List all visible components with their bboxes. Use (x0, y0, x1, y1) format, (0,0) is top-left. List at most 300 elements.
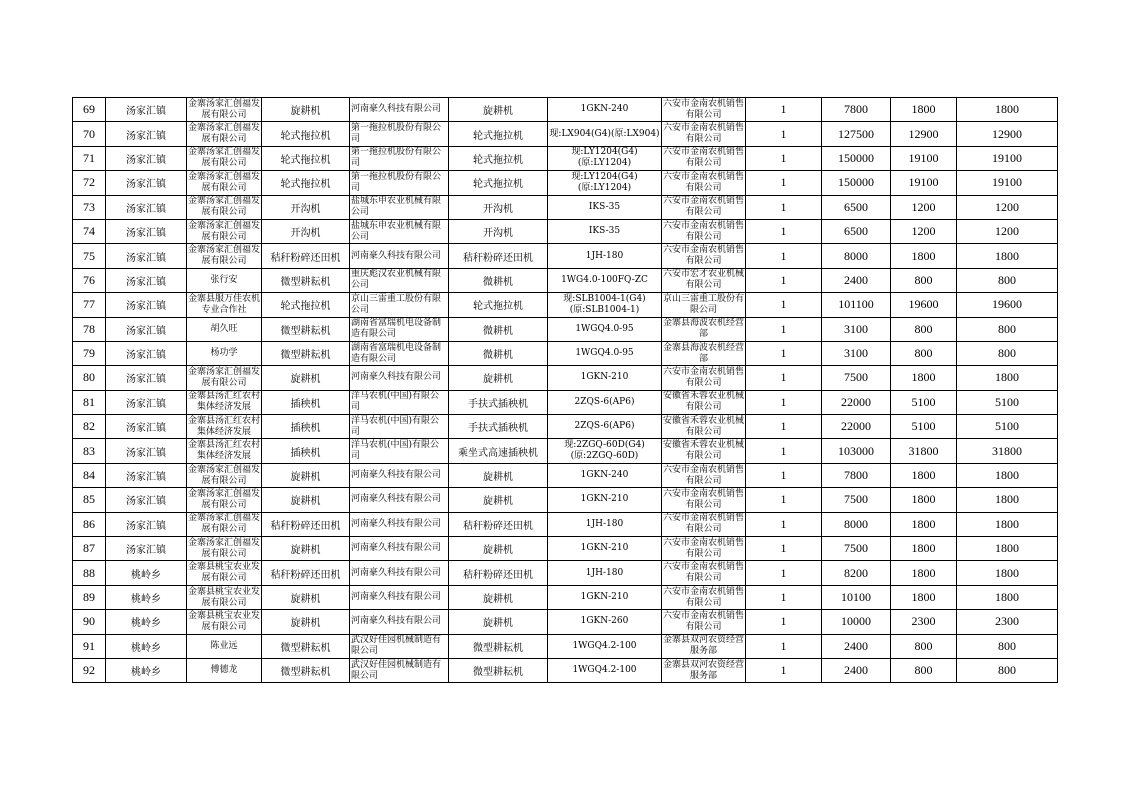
machine-name-cell: 旋耕机 (449, 463, 548, 487)
town-cell: 汤家汇镇 (106, 146, 187, 170)
total-subsidy-cell: 1800 (957, 98, 1058, 122)
quantity-cell: 1 (746, 317, 822, 341)
model-cell (548, 366, 662, 390)
category-cell: 微型耕耘机 (262, 658, 350, 682)
price-cell: 7500 (822, 537, 891, 561)
dealer-cell: 六安市金南农机销售有限公司 (662, 195, 746, 219)
model-cell (548, 98, 662, 122)
total-subsidy-cell: 19100 (957, 171, 1058, 195)
quantity-cell: 1 (746, 585, 822, 609)
row-number: 84 (73, 463, 106, 487)
total-subsidy-cell: 19100 (957, 146, 1058, 170)
quantity-cell: 1 (746, 171, 822, 195)
row-number: 72 (73, 171, 106, 195)
dealer-cell: 六安市金南农机销售有限公司 (662, 488, 746, 512)
model-line: 1GKN-210 (580, 543, 629, 554)
town-cell: 汤家汇镇 (106, 171, 187, 195)
table-row (73, 244, 1058, 268)
town-cell: 汤家汇镇 (106, 390, 187, 414)
quantity-cell: 1 (746, 195, 822, 219)
price-cell: 2400 (822, 634, 891, 658)
quantity-cell: 1 (746, 561, 822, 585)
total-subsidy-cell: 1200 (957, 219, 1058, 243)
quantity-cell: 1 (746, 658, 822, 682)
model-line: (原:LY1204) (577, 158, 632, 169)
category-cell: 轮式拖拉机 (262, 146, 350, 170)
machine-name-cell: 开沟机 (449, 219, 548, 243)
model-cell (548, 341, 662, 365)
quantity-cell: 1 (746, 293, 822, 317)
machine-name-cell: 轮式拖拉机 (449, 122, 548, 146)
machine-name-cell: 旋耕机 (449, 366, 548, 390)
row-number: 71 (73, 146, 106, 170)
machine-name-cell: 手扶式插秧机 (449, 415, 548, 439)
model-cell (548, 317, 662, 341)
category-cell: 微型耕耘机 (262, 317, 350, 341)
price-cell: 2400 (822, 268, 891, 292)
row-number: 79 (73, 341, 106, 365)
machine-name-cell: 微耕机 (449, 268, 548, 292)
model-cell (548, 293, 662, 317)
price-cell: 7800 (822, 98, 891, 122)
quantity-cell: 1 (746, 610, 822, 634)
dealer-cell: 六安市金南农机销售有限公司 (662, 585, 746, 609)
dealer-cell: 六安市金南农机销售有限公司 (662, 366, 746, 390)
table-row (73, 122, 1058, 146)
total-subsidy-cell: 800 (957, 658, 1058, 682)
buyer-cell: 金寨汤家汇创福发展有限公司 (187, 244, 262, 268)
table-row (73, 488, 1058, 512)
total-subsidy-cell: 1800 (957, 244, 1058, 268)
town-cell: 汤家汇镇 (106, 244, 187, 268)
buyer-cell: 金寨汤家汇创福发展有限公司 (187, 146, 262, 170)
table-row (73, 463, 1058, 487)
subsidy-table (72, 97, 1058, 683)
manufacturer-cell: 武汉好佳园机械制造有限公司 (350, 658, 449, 682)
category-cell: 旋耕机 (262, 537, 350, 561)
table-row (73, 293, 1058, 317)
dealer-cell: 金寨县海波农机经营部 (662, 341, 746, 365)
model-line: IKS-35 (588, 226, 621, 237)
model-line: 1WGQ4.0-95 (575, 323, 634, 334)
dealer-cell: 六安市金南农机销售有限公司 (662, 219, 746, 243)
category-cell: 旋耕机 (262, 610, 350, 634)
buyer-cell: 陈业远 (187, 634, 262, 658)
price-cell: 3100 (822, 341, 891, 365)
price-cell: 103000 (822, 439, 891, 463)
town-cell: 汤家汇镇 (106, 341, 187, 365)
model-line: 1JH-180 (585, 250, 624, 261)
row-number: 87 (73, 537, 106, 561)
model-line: 1GKN-260 (580, 616, 629, 627)
buyer-cell: 金寨县服万佳农机专业合作社 (187, 293, 262, 317)
price-cell: 101100 (822, 293, 891, 317)
town-cell: 汤家汇镇 (106, 537, 187, 561)
town-cell: 汤家汇镇 (106, 439, 187, 463)
model-line: 现:LY1204(G4) (571, 147, 638, 158)
total-subsidy-cell: 12900 (957, 122, 1058, 146)
machine-name-cell: 微耕机 (449, 317, 548, 341)
row-number: 91 (73, 634, 106, 658)
row-number: 70 (73, 122, 106, 146)
row-number: 69 (73, 98, 106, 122)
dealer-cell: 六安市金南农机销售有限公司 (662, 512, 746, 536)
model-cell (548, 658, 662, 682)
model-cell (548, 439, 662, 463)
model-line: 现:2ZGQ-60D(G4) (564, 440, 645, 451)
price-cell: 8000 (822, 244, 891, 268)
manufacturer-cell: 武汉好佳园机械制造有限公司 (350, 634, 449, 658)
subsidy-cell: 800 (891, 658, 957, 682)
model-line: 现:LY1204(G4) (571, 171, 638, 182)
subsidy-cell: 19100 (891, 146, 957, 170)
town-cell: 汤家汇镇 (106, 122, 187, 146)
machine-name-cell: 秸秆粉碎还田机 (449, 561, 548, 585)
quantity-cell: 1 (746, 439, 822, 463)
quantity-cell: 1 (746, 463, 822, 487)
town-cell: 桃岭乡 (106, 610, 187, 634)
row-number: 85 (73, 488, 106, 512)
machine-name-cell: 秸秆粉碎还田机 (449, 244, 548, 268)
dealer-cell: 六安市金南农机销售有限公司 (662, 122, 746, 146)
quantity-cell: 1 (746, 268, 822, 292)
category-cell: 轮式拖拉机 (262, 171, 350, 195)
manufacturer-cell: 河南豪久科技有限公司 (350, 585, 449, 609)
model-line: 1GKN-210 (580, 372, 629, 383)
price-cell: 2400 (822, 658, 891, 682)
model-line: (原:LY1204) (577, 182, 632, 193)
model-cell (548, 244, 662, 268)
model-line: 1GKN-240 (580, 470, 629, 481)
model-line: 1JH-180 (585, 518, 624, 529)
model-line: 1GKN-210 (580, 592, 629, 602)
town-cell: 汤家汇镇 (106, 195, 187, 219)
table-row (73, 195, 1058, 219)
subsidy-cell: 5100 (891, 390, 957, 414)
dealer-cell: 六安市金南农机销售有限公司 (662, 610, 746, 634)
machine-name-cell: 轮式拖拉机 (449, 293, 548, 317)
model-line: 1WG4.0-100FQ-ZC (561, 274, 648, 285)
dealer-cell: 六安市金南农机销售有限公司 (662, 463, 746, 487)
manufacturer-cell: 河南豪久科技有限公司 (350, 488, 449, 512)
manufacturer-cell: 盐城东申农业机械有限公司 (350, 219, 449, 243)
row-number: 89 (73, 585, 106, 609)
category-cell: 微型耕耘机 (262, 341, 350, 365)
total-subsidy-cell: 800 (957, 634, 1058, 658)
town-cell: 汤家汇镇 (106, 415, 187, 439)
town-cell: 桃岭乡 (106, 634, 187, 658)
row-number: 88 (73, 561, 106, 585)
buyer-cell: 金寨县桃宝农业发展有限公司 (187, 561, 262, 585)
category-cell: 旋耕机 (262, 98, 350, 122)
buyer-cell: 金寨汤家汇创福发展有限公司 (187, 219, 262, 243)
buyer-cell: 金寨汤家汇创福发展有限公司 (187, 488, 262, 512)
dealer-cell: 京山三雷重工股份有限公司 (662, 293, 746, 317)
dealer-cell: 六安市金南农机销售有限公司 (662, 244, 746, 268)
manufacturer-cell: 河南豪久科技有限公司 (350, 98, 449, 122)
price-cell: 22000 (822, 390, 891, 414)
dealer-cell: 六安市金南农机销售有限公司 (662, 98, 746, 122)
subsidy-cell: 1800 (891, 561, 957, 585)
table-row (73, 366, 1058, 390)
buyer-cell: 金寨汤家汇创福发展有限公司 (187, 195, 262, 219)
category-cell: 旋耕机 (262, 366, 350, 390)
manufacturer-cell: 河南豪久科技有限公司 (350, 512, 449, 536)
row-number: 78 (73, 317, 106, 341)
total-subsidy-cell: 1800 (957, 488, 1058, 512)
buyer-cell: 胡久旺 (187, 317, 262, 341)
model-cell (548, 561, 662, 585)
total-subsidy-cell: 800 (957, 341, 1058, 365)
quantity-cell: 1 (746, 512, 822, 536)
buyer-cell: 金寨汤家汇创福发展有限公司 (187, 537, 262, 561)
dealer-cell: 六安市金南农机销售有限公司 (662, 146, 746, 170)
subsidy-cell: 5100 (891, 415, 957, 439)
model-line: (原:2ZGQ-60D) (570, 451, 639, 462)
subsidy-cell: 19100 (891, 171, 957, 195)
town-cell: 汤家汇镇 (106, 219, 187, 243)
model-cell (548, 415, 662, 439)
buyer-cell: 金寨县汤汇红农村集体经济发展 (187, 390, 262, 414)
town-cell: 汤家汇镇 (106, 317, 187, 341)
row-number: 74 (73, 219, 106, 243)
subsidy-cell: 800 (891, 268, 957, 292)
table-row (73, 219, 1058, 243)
row-number: 86 (73, 512, 106, 536)
model-cell (548, 146, 662, 170)
model-cell (548, 390, 662, 414)
category-cell: 插秧机 (262, 439, 350, 463)
price-cell: 7500 (822, 366, 891, 390)
manufacturer-cell: 第一拖拉机股份有限公司 (350, 171, 449, 195)
manufacturer-cell: 河南豪久科技有限公司 (350, 561, 449, 585)
dealer-cell: 安徽省禾蓉农业机械有限公司 (662, 390, 746, 414)
model-cell (548, 610, 662, 634)
total-subsidy-cell: 19600 (957, 293, 1058, 317)
quantity-cell: 1 (746, 537, 822, 561)
row-number: 83 (73, 439, 106, 463)
subsidy-cell: 1200 (891, 219, 957, 243)
model-cell (548, 488, 662, 512)
table-row (73, 561, 1058, 585)
dealer-cell: 金寨县双河农资经营服务部 (662, 658, 746, 682)
table-row (73, 146, 1058, 170)
category-cell: 开沟机 (262, 195, 350, 219)
price-cell: 10000 (822, 610, 891, 634)
manufacturer-cell: 湖南省富瑞机电设备制造有限公司 (350, 341, 449, 365)
manufacturer-cell: 第一拖拉机股份有限公司 (350, 122, 449, 146)
price-cell: 127500 (822, 122, 891, 146)
row-number: 77 (73, 293, 106, 317)
subsidy-cell: 1200 (891, 195, 957, 219)
machine-name-cell: 旋耕机 (449, 537, 548, 561)
subsidy-cell: 12900 (891, 122, 957, 146)
town-cell: 桃岭乡 (106, 658, 187, 682)
table-row (73, 415, 1058, 439)
machine-name-cell: 微型耕耘机 (449, 658, 548, 682)
model-line: 2ZQS-6(AP6) (574, 396, 635, 407)
model-cell (548, 171, 662, 195)
subsidy-cell: 1800 (891, 244, 957, 268)
model-cell (548, 537, 662, 561)
quantity-cell: 1 (746, 366, 822, 390)
town-cell: 汤家汇镇 (106, 488, 187, 512)
town-cell: 桃岭乡 (106, 585, 187, 609)
category-cell: 开沟机 (262, 219, 350, 243)
total-subsidy-cell: 5100 (957, 390, 1058, 414)
quantity-cell: 1 (746, 341, 822, 365)
quantity-cell: 1 (746, 146, 822, 170)
machine-name-cell: 手扶式插秧机 (449, 390, 548, 414)
subsidy-cell: 1800 (891, 366, 957, 390)
category-cell: 秸秆粉碎还田机 (262, 561, 350, 585)
buyer-cell: 傅德龙 (187, 658, 262, 682)
dealer-cell: 安徽省禾蓉农业机械有限公司 (662, 415, 746, 439)
price-cell: 150000 (822, 146, 891, 170)
total-subsidy-cell: 2300 (957, 610, 1058, 634)
town-cell: 桃岭乡 (106, 561, 187, 585)
subsidy-cell: 31800 (891, 439, 957, 463)
category-cell: 旋耕机 (262, 488, 350, 512)
total-subsidy-cell: 5100 (957, 415, 1058, 439)
table-row (73, 512, 1058, 536)
model-cell (548, 195, 662, 219)
dealer-cell: 金寨县海波农机经营部 (662, 317, 746, 341)
subsidy-cell: 19600 (891, 293, 957, 317)
price-cell: 3100 (822, 317, 891, 341)
subsidy-cell: 1800 (891, 512, 957, 536)
table-row (73, 585, 1058, 609)
manufacturer-cell: 洋马农机(中国)有限公司 (350, 390, 449, 414)
model-line: 1GKN-210 (580, 494, 629, 505)
subsidy-cell: 1800 (891, 98, 957, 122)
price-cell: 8000 (822, 512, 891, 536)
machine-name-cell: 微型耕耘机 (449, 634, 548, 658)
total-subsidy-cell: 1800 (957, 537, 1058, 561)
model-cell (548, 463, 662, 487)
machine-name-cell: 开沟机 (449, 195, 548, 219)
subsidy-cell: 1800 (891, 488, 957, 512)
model-cell (548, 122, 662, 146)
category-cell: 秸秆粉碎还田机 (262, 512, 350, 536)
table-row (73, 658, 1058, 682)
machine-name-cell: 旋耕机 (449, 610, 548, 634)
dealer-cell: 六安市宏才农业机械有限公司 (662, 268, 746, 292)
machine-name-cell: 微耕机 (449, 341, 548, 365)
dealer-cell: 六安市金南农机销售有限公司 (662, 171, 746, 195)
model-line: 现:SLB1004-1(G4) (563, 293, 646, 304)
row-number: 76 (73, 268, 106, 292)
model-cell (548, 268, 662, 292)
category-cell: 旋耕机 (262, 463, 350, 487)
price-cell: 150000 (822, 171, 891, 195)
manufacturer-cell: 河南豪久科技有限公司 (350, 537, 449, 561)
table-row (73, 634, 1058, 658)
buyer-cell: 金寨汤家汇创福发展有限公司 (187, 463, 262, 487)
model-cell (548, 585, 662, 609)
table-row (73, 610, 1058, 634)
quantity-cell: 1 (746, 98, 822, 122)
category-cell: 秸秆粉碎还田机 (262, 244, 350, 268)
model-line: 1WGQ4.0-95 (575, 348, 634, 359)
model-cell (548, 634, 662, 658)
total-subsidy-cell: 1800 (957, 366, 1058, 390)
quantity-cell: 1 (746, 634, 822, 658)
table-row (73, 317, 1058, 341)
price-cell: 10100 (822, 585, 891, 609)
total-subsidy-cell: 1800 (957, 512, 1058, 536)
buyer-cell: 金寨县桃宝农业发展有限公司 (187, 610, 262, 634)
total-subsidy-cell: 800 (957, 268, 1058, 292)
quantity-cell: 1 (746, 390, 822, 414)
model-cell (548, 219, 662, 243)
buyer-cell: 金寨县汤汇红农村集体经济发展 (187, 415, 262, 439)
table-row (73, 268, 1058, 292)
table-row (73, 341, 1058, 365)
category-cell: 旋耕机 (262, 585, 350, 609)
manufacturer-cell: 洋马农机(中国)有限公司 (350, 439, 449, 463)
buyer-cell: 金寨汤家汇创福发展有限公司 (187, 98, 262, 122)
machine-name-cell: 旋耕机 (449, 98, 548, 122)
machine-name-cell: 秸秆粉碎还田机 (449, 512, 548, 536)
model-line: (原:SLB1004-1) (569, 304, 640, 315)
row-number: 81 (73, 390, 106, 414)
manufacturer-cell: 京山三雷重工股份有限公司 (350, 293, 449, 317)
buyer-cell: 金寨汤家汇创福发展有限公司 (187, 122, 262, 146)
buyer-cell: 金寨汤家汇创福发展有限公司 (187, 171, 262, 195)
machine-name-cell: 乘坐式高速插秧机 (449, 439, 548, 463)
model-line: 1WGQ4.2-100 (572, 640, 637, 651)
manufacturer-cell: 河南豪久科技有限公司 (350, 463, 449, 487)
total-subsidy-cell: 1200 (957, 195, 1058, 219)
buyer-cell: 金寨汤家汇创福发展有限公司 (187, 366, 262, 390)
manufacturer-cell: 盐城东申农业机械有限公司 (350, 195, 449, 219)
subsidy-cell: 800 (891, 341, 957, 365)
subsidy-cell: 800 (891, 317, 957, 341)
buyer-cell: 张行安 (187, 268, 262, 292)
town-cell: 汤家汇镇 (106, 366, 187, 390)
buyer-cell: 金寨县汤汇红农村集体经济发展 (187, 439, 262, 463)
price-cell: 7800 (822, 463, 891, 487)
table-row (73, 537, 1058, 561)
row-number: 75 (73, 244, 106, 268)
model-line: 1GKN-240 (580, 104, 629, 115)
row-number: 73 (73, 195, 106, 219)
manufacturer-cell: 湖南省富瑞机电设备制造有限公司 (350, 317, 449, 341)
machine-name-cell: 轮式拖拉机 (449, 171, 548, 195)
table-row (73, 390, 1058, 414)
dealer-cell: 安徽省禾蓉农业机械有限公司 (662, 439, 746, 463)
price-cell: 6500 (822, 219, 891, 243)
manufacturer-cell: 第一拖拉机股份有限公司 (350, 146, 449, 170)
category-cell: 插秧机 (262, 390, 350, 414)
category-cell: 微型耕耘机 (262, 634, 350, 658)
buyer-cell: 杨功学 (187, 341, 262, 365)
town-cell: 汤家汇镇 (106, 463, 187, 487)
machine-name-cell: 旋耕机 (449, 585, 548, 609)
town-cell: 汤家汇镇 (106, 293, 187, 317)
manufacturer-cell: 河南豪久科技有限公司 (350, 610, 449, 634)
total-subsidy-cell: 1800 (957, 561, 1058, 585)
row-number: 90 (73, 610, 106, 634)
town-cell: 汤家汇镇 (106, 98, 187, 122)
dealer-cell: 六安市金南农机销售有限公司 (662, 537, 746, 561)
model-line: 1WGQ4.2-100 (572, 665, 637, 676)
manufacturer-cell: 河南豪久科技有限公司 (350, 366, 449, 390)
price-cell: 8200 (822, 561, 891, 585)
subsidy-cell: 800 (891, 634, 957, 658)
subsidy-cell: 1800 (891, 585, 957, 609)
